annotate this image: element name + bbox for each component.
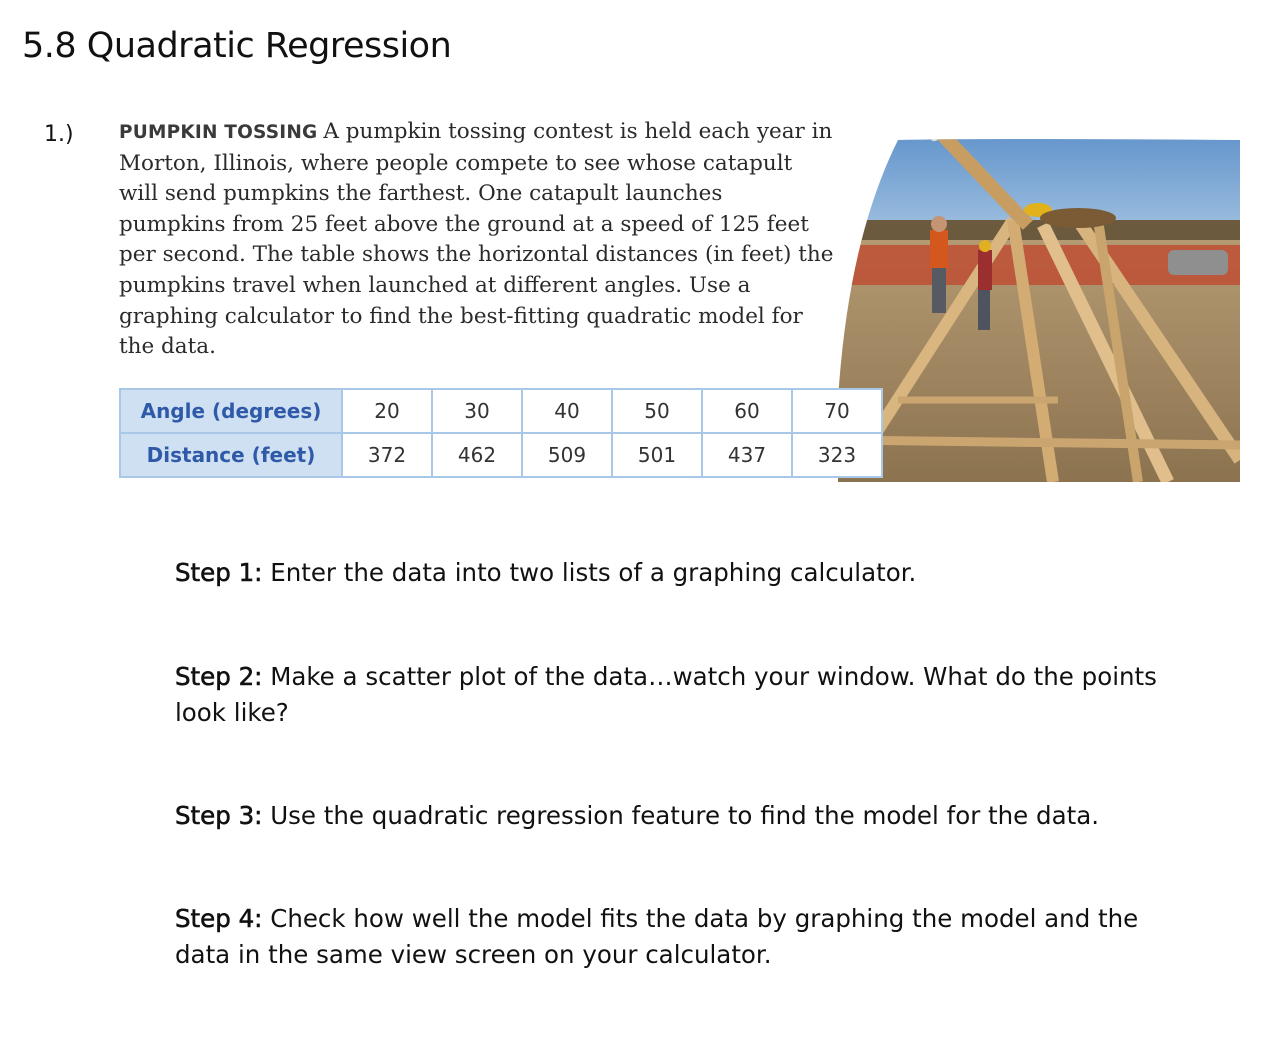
table-cell: 50 xyxy=(612,389,702,433)
problem-body: A pumpkin tossing contest is held each year in Morton, Illinois, where people compete to see whose catapult will send pumpkins the farthest. One catapult launches pumpkins from 25 feet above the ground at a speed of 125 feet per second. The table shows the horizontal distances (in feet) the pumpkins travel when launched at different angles. Use a graphing calculator to find the best-fitting quadratic model for the data. xyxy=(119,119,834,360)
table-cell: 501 xyxy=(612,433,702,477)
table-cell: 462 xyxy=(432,433,522,477)
problem-heading: PUMPKIN TOSSING xyxy=(119,122,318,143)
step-4-text: Check how well the model fits the data by graphing the model and the data in the same view screen on your calculator. xyxy=(175,904,1139,969)
step-4-label: Step 4: xyxy=(175,904,263,933)
table-cell: 509 xyxy=(522,433,612,477)
table-cell: 372 xyxy=(342,433,432,477)
step-4 xyxy=(175,901,1195,973)
step-1-text: Enter the data into two lists of a graphing calculator. xyxy=(270,558,917,587)
catapult-photo xyxy=(838,100,1240,482)
table-cell: 323 xyxy=(792,433,882,477)
table-cell: 437 xyxy=(702,433,792,477)
step-2-label: Step 2: xyxy=(175,662,263,691)
table-row-angle xyxy=(120,389,882,433)
step-1 xyxy=(175,555,1195,591)
table-cell: 70 xyxy=(792,389,882,433)
step-3-label: Step 3: xyxy=(175,801,263,830)
step-1-label: Step 1: xyxy=(175,558,263,587)
step-2 xyxy=(175,659,1195,731)
page-title: 5.8 Quadratic Regression xyxy=(22,26,452,66)
table-cell: 60 xyxy=(702,389,792,433)
step-3-text: Use the quadratic regression feature to find the model for the data. xyxy=(270,801,1100,830)
table-cell: 40 xyxy=(522,389,612,433)
problem-statement xyxy=(119,117,834,363)
table-cell: 20 xyxy=(342,389,432,433)
step-2-text: Make a scatter plot of the data…watch your window. What do the points look like? xyxy=(175,662,1157,727)
data-table xyxy=(119,388,883,478)
table-row-distance xyxy=(120,433,882,477)
step-3 xyxy=(175,798,1195,834)
table-cell: 30 xyxy=(432,389,522,433)
row-header-angle: Angle (degrees) xyxy=(120,389,342,433)
row-header-distance: Distance (feet) xyxy=(120,433,342,477)
problem-number: 1.) xyxy=(44,122,74,147)
